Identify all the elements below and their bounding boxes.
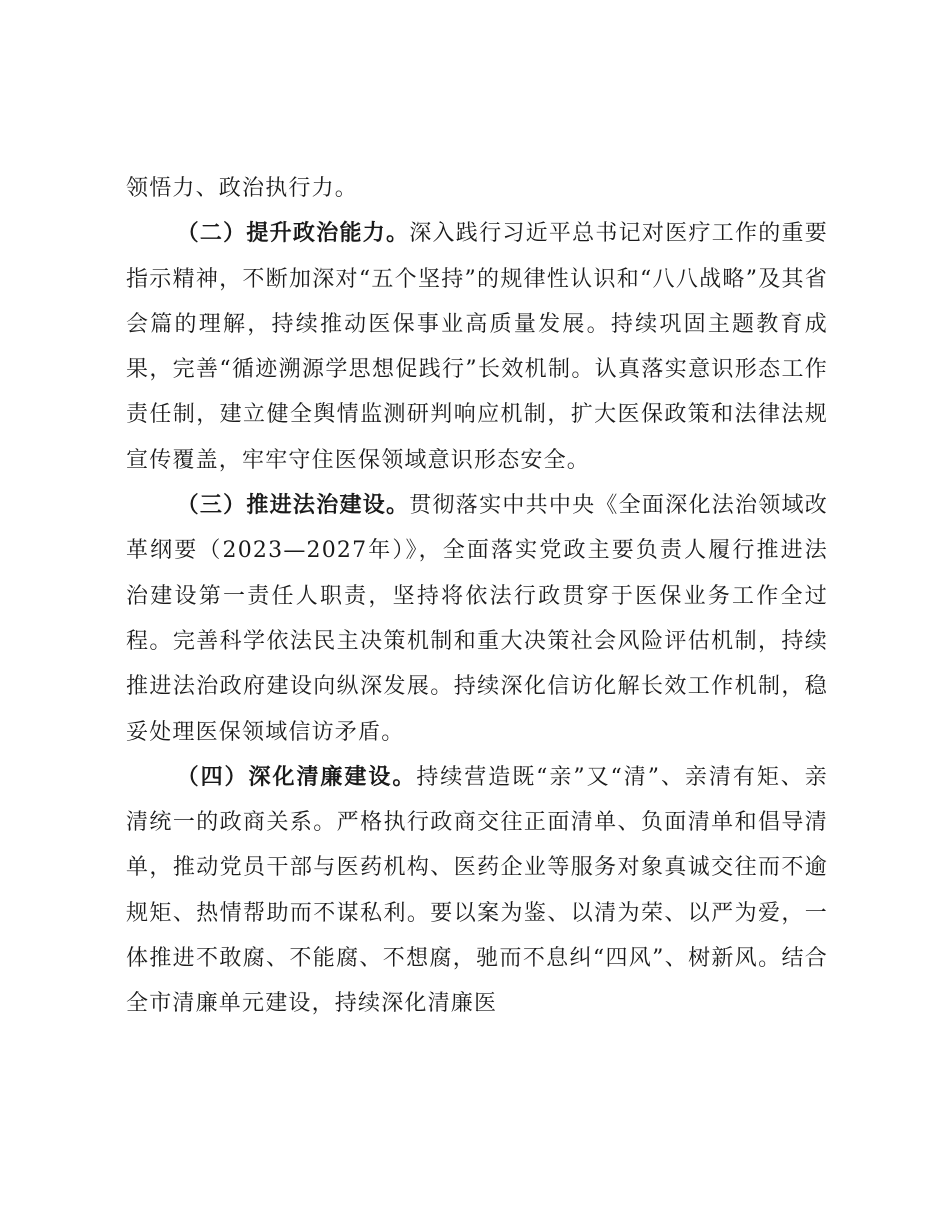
paragraph-political-capability (126, 211, 828, 483)
section-heading-3: （三）推进法治建设。 (176, 492, 410, 519)
paragraph-text: 贯彻落实中共中央《全面深化法治领域改革纲要（2023—2027年）》，全面落实党政主要负责人履行推进法治建设第一责任人职责，坚持将依法行政贯穿于医保业务工作全过程。完善科学依法民主决策机制和重大决策社会风险评估机制，持续推进法治政府建设向纵深发展。持续深化信访化解长效工作机制，稳妥处理医保领域信访矛盾。 (126, 493, 828, 745)
paragraph-integrity (126, 755, 828, 1027)
paragraph-rule-of-law (126, 483, 828, 755)
paragraph-text: 深入践行习近平总书记对医疗工作的重要指示精神，不断加深对“五个坚持”的规律性认识和“八八战略”及其省会篇的理解，持续推动医保事业高质量发展。持续巩固主题教育成果，完善“循迹溯源学思想促践行”长效机制。认真落实意识形态工作责任制，建立健全舆情监测研判响应机制，扩大医保政策和法律法规宣传覆盖，牢牢守住医保领域意识形态安全。 (126, 221, 828, 473)
paragraph-continuation (126, 166, 828, 211)
document-body (126, 166, 828, 1027)
paragraph-text: 领悟力、政治执行力。 (126, 176, 359, 201)
section-heading-4: （四）深化清廉建设。 (176, 763, 417, 790)
paragraph-text: 持续营造既“亲”又“清”、亲清有矩、亲清统一的政商关系。严格执行政商交往正面清单、负面清单和倡导清单，推动党员干部与医药机构、医药企业等服务对象真诚交往而不逾规矩、热情帮助而不谋私利。要以案为鉴、以清为荣、以严为爱，一体推进不敢腐、不能腐、不想腐，驰而不息纠“四风”、树新风。结合全市清廉单元建设，持续深化清廉医 (126, 764, 828, 1017)
section-heading-2: （二）提升政治能力。 (176, 220, 410, 247)
